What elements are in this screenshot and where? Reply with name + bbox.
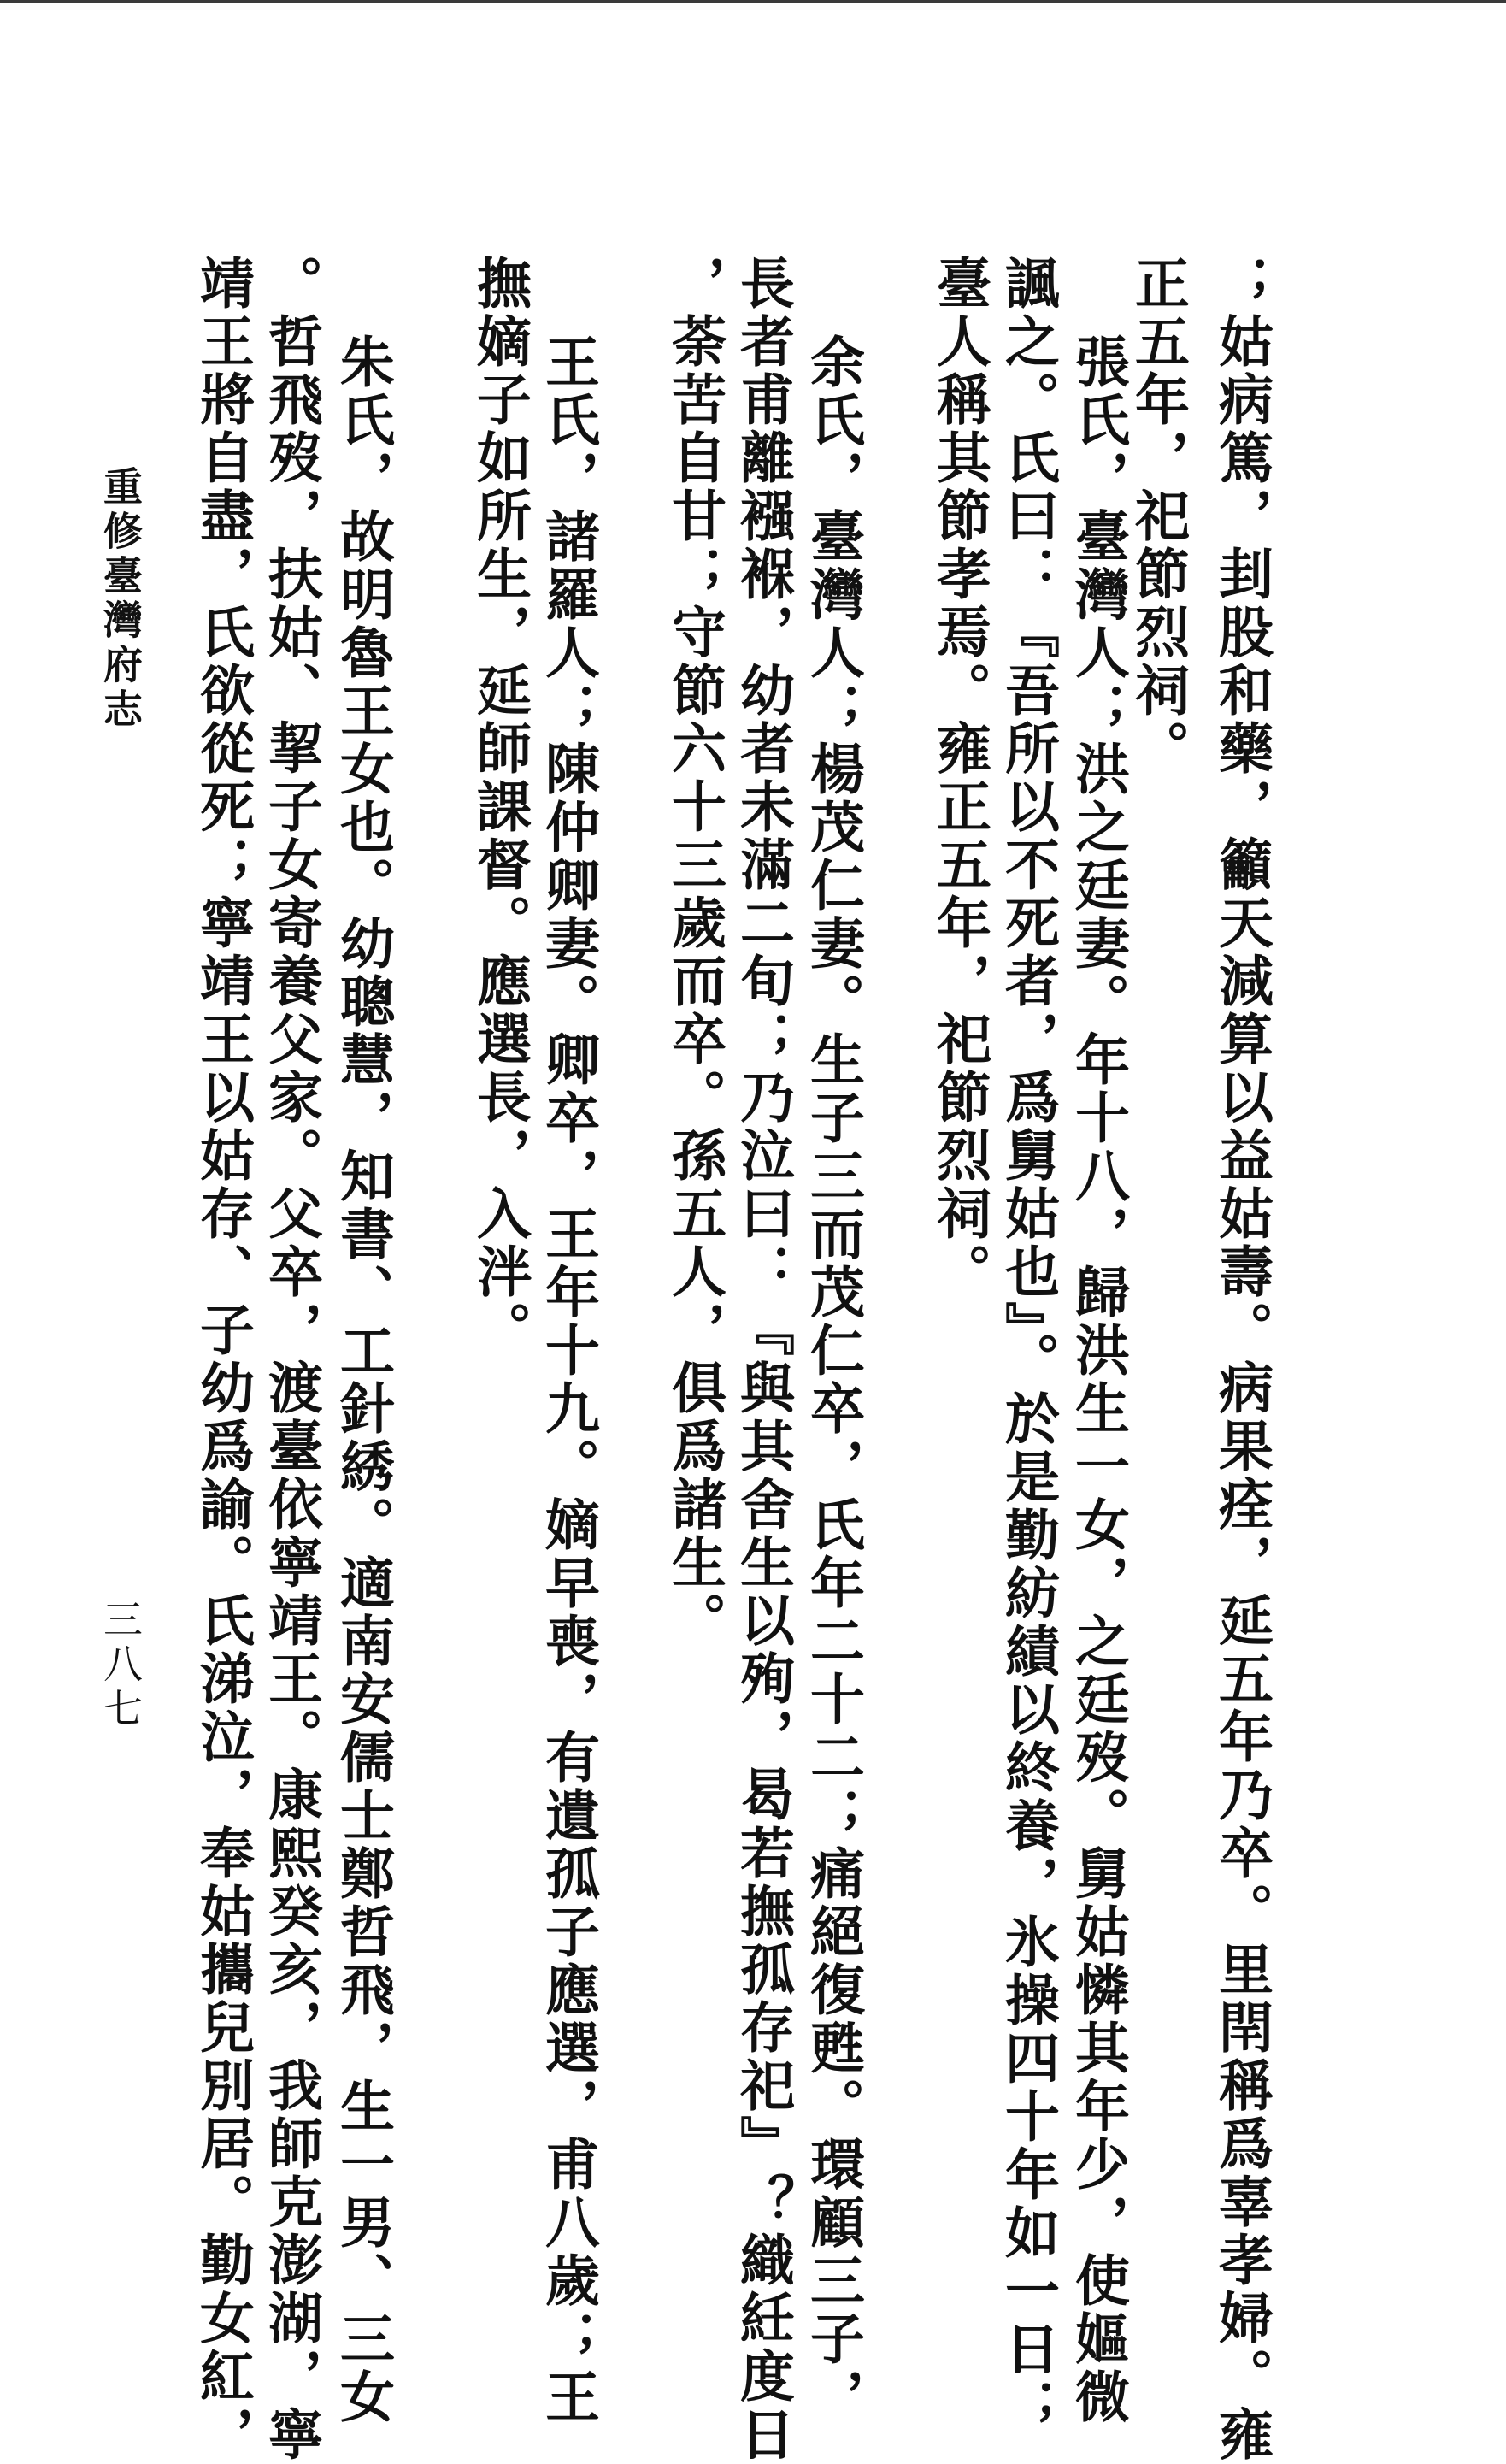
book-title-footer: 重修臺灣府志 [97, 466, 144, 733]
text-column-3: 張氏，臺灣人；洪之廷妻。年十八，歸洪生一女，之廷歿。舅姑憐其年少，使嫗微 [1066, 333, 1130, 2426]
text-column-9: 王氏，諸羅人；陳仲卿妻。卿卒，王年十九。嫡早喪，有遺孤子應選，甫八歲；王 [536, 333, 600, 2426]
text-column-13: 靖王將自盡，氏欲從死；寧靖王以姑存、子幼爲諭。氏涕泣，奉姑攜兒別居。勤女紅， [191, 255, 255, 2464]
text-column-1: ；姑病篤，刲股和藥，籲天減算以益姑壽。病果痊，延五年乃卒。里閈稱爲辜孝婦。雍 [1209, 255, 1274, 2464]
top-border-rule [0, 0, 1506, 3]
page-number: 三八七 [97, 1599, 144, 1732]
text-column-5: 臺人稱其節孝焉。雍正五年，祀節烈祠。 [927, 255, 991, 1301]
text-column-11: 朱氏，故明魯王女也。幼聰慧，知書、工針綉。適南安儒士鄭哲飛，生一男、三女 [331, 333, 395, 2426]
text-column-8: ，荼苦自甘；守節六十三歲而卒。孫五人，俱爲諸生。 [662, 255, 727, 1650]
text-column-4: 諷之。氏曰：『吾所以不死者，爲舅姑也』。於是勤紡績以終養，氷操四十年如一日； [996, 255, 1060, 2437]
text-column-12: 。哲飛歿，扶姑、挈子女寄養父家。父卒，渡臺依寧靖王。康熙癸亥，我師克澎湖，寧 [259, 255, 323, 2464]
text-column-7: 長者甫離襁褓，幼者未滿二旬；乃泣曰：『與其舍生以殉，曷若撫孤存祀』？織紝度日 [731, 255, 795, 2464]
text-column-10: 撫嫡子如所生，延師課督。應選長，入泮。 [468, 255, 532, 1359]
text-column-6: 余氏，臺灣人；楊茂仁妻。生子三而茂仁卒，氏年二十二；痛絕復甦。環顧三子， [801, 333, 865, 2426]
text-column-2: 正五年，祀節烈祠。 [1126, 255, 1190, 778]
